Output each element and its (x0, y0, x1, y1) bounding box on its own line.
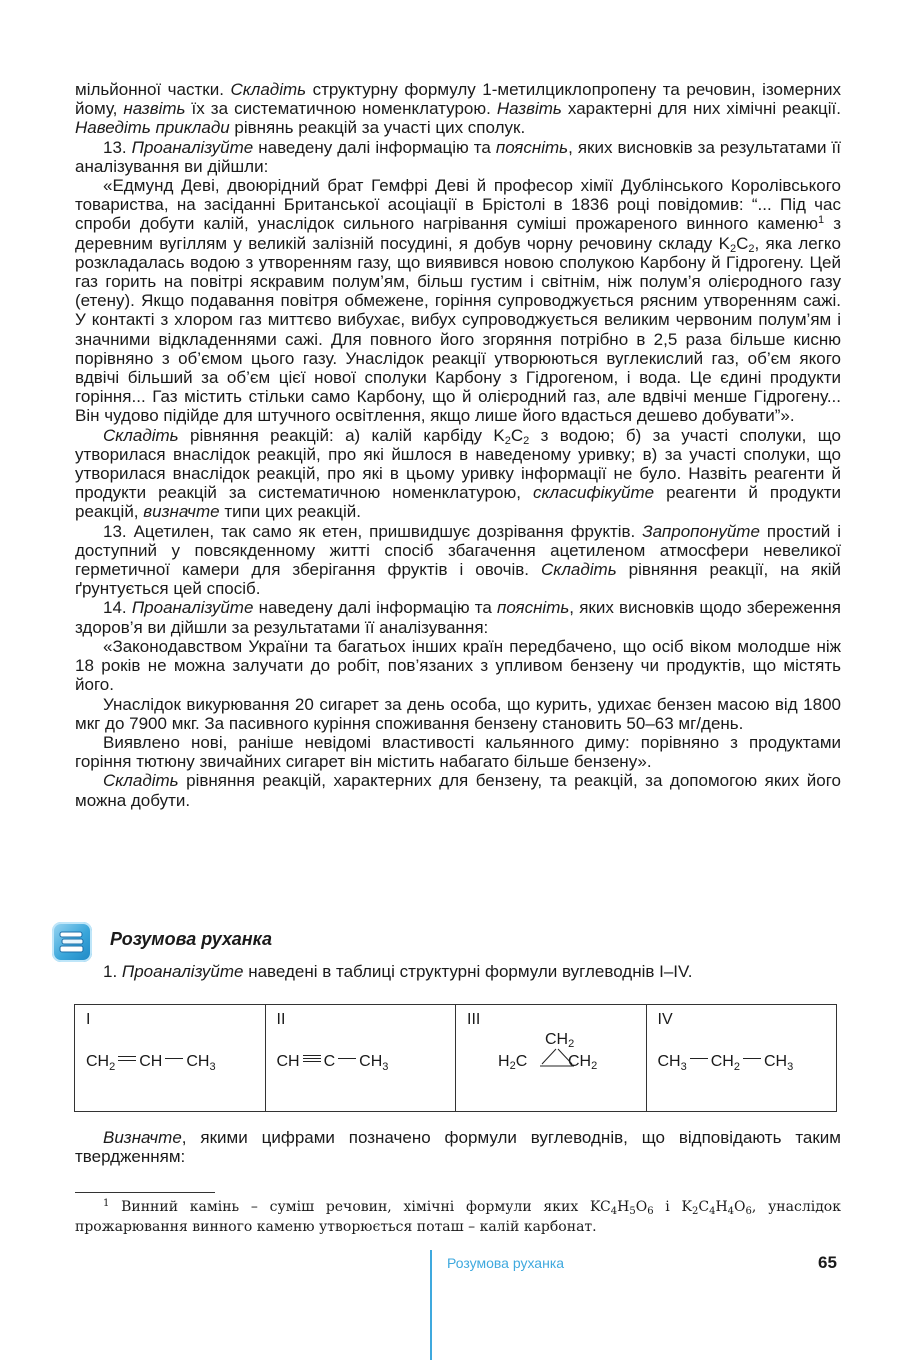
structural-formula: CH C $CH_3$ (276, 1053, 389, 1073)
main-text (75, 80, 841, 810)
formula-cell-4 (646, 1005, 837, 1112)
column-number: III (467, 1011, 481, 1028)
page-number: 65 (818, 1253, 837, 1272)
section-header (52, 922, 452, 962)
formulas-table (74, 1004, 837, 1112)
formula-cell-3 (456, 1005, 647, 1112)
task-13-paragraph: 13. Проаналізуйте наведену далі інформацію та поясніть, яких висновків за результатами її аналізування ви дійшли: (75, 137, 841, 176)
single-bond (165, 1055, 183, 1063)
footnote-divider (75, 1192, 215, 1193)
cyclopropane-formula: $CH_2$ $H_2C$ $CH_2$ (498, 1031, 598, 1072)
single-bond (338, 1055, 356, 1063)
footnote: $^1$ Винний камінь – суміш речовин, хімічні формули яких $KC_4H_5O_6$ і $K_2C_4H_4O_6$, унаслідок прожарювання винного каменю утворюється поташ – калій карбонат. (75, 1198, 841, 1235)
paragraph: Складіть рівняння реакцій, характерних для бензену, та реакцій, за допомогою яких його можна добути. (75, 771, 841, 810)
paragraph: мільйонної частки. Складіть структурну формулу 1-метилциклопропену та речовин, ізомерних йому, назвіть їх за систематичною номенклатурою. Назвіть характерні для них хімічні реакції. Наведіть приклади рівнянь реакцій за участі цих сполук. (75, 80, 841, 138)
paragraph: Унаслідок викурювання 20 сигарет за день особа, що курить, удихає бензен масою від 1800 мкг до 7900 мкг. За пасивного куріння споживання бензену становить 50–63 мг/день. (75, 694, 841, 733)
task-13b-paragraph: 13. Ацетилен, так само як етен, пришвидшує дозрівання фруктів. Запропонуйте простий і доступний у повсякденному житті спосіб збагачення ацетиленом атмосфери невеликої герметичної камери для зберігання фруктів і овочів. Складіть рівняння реакції, на якій ґрунтується цей спосіб. (75, 521, 841, 599)
column-number: I (86, 1011, 91, 1028)
footnote-ref: 1 (818, 214, 825, 227)
formula-cell-1 (75, 1005, 266, 1112)
quote-paragraph: «Едмунд Деві, двоюрідний брат Гемфрі Деві й професор хімії Дублінського Королівського товариства, на засіданні Британської асоціації в Брістолі в 1836 році повідомив: “... Під час спроби добути калій, унаслідок сильного нагрівання суміші прожареного винного каменю$^1$ з деревним вугіллям у великій залізній посудині, я добув чорну речовину складу $K_2C_2$, яка легко розкладалась водою з утворенням газу, що виявився новою сполукою Карбону й Гідрогену. Цей газ горить на повітрі яскравим полум’ям, більш густим і світнім, ніж полум’я олієродного газу (етену). Якщо подавання повітря обмежене, горіння супроводжується рясним утворенням сажі. У контакті з хлором газ миттєво вибухає, вибух супроводжується великим червоним полум’ям і значними відкладеннями сажі. Для повного його згоряння потрібно в 2,5 раза більше кисню порівняно з об’ємом цього газу. Унаслідок реакції утворюються вуглекислий газ, об’єм якого вдвічі більший за об’єм цієї нової сполуки Карбону з Гідрогеном, і вода. Це єдині продукти горіння... Газ містить стільки само Карбону, що й олієродний газ, але вдвічі менше Гідрогену... Він чудово підійде для штучного освітлення, якщо лише його вдасться дешево добувати”». (75, 176, 841, 426)
paragraph: Виявлено нові, раніше невідомі властивості кальянного диму: порівняно з продуктами горіння тютюну звичайних сигарет він містить набагато більше бензену». (75, 732, 841, 772)
section-title: Розумова руханка (110, 929, 272, 949)
single-bond (743, 1055, 761, 1063)
paragraph: Визначте, якими цифрами позначено формули вуглеводнів, що відповідають таким твердженням: (75, 1128, 841, 1167)
structural-formula: $CH_3$ $CH_2$ $CH_3$ (657, 1053, 794, 1073)
structural-formula: $CH_2$ CH $CH_3$ (86, 1053, 216, 1073)
after-table-text (75, 1128, 841, 1166)
task-1 (75, 962, 841, 981)
footer-section-label: Розумова руханка (447, 1255, 565, 1271)
task-14-paragraph: 14. Проаналізуйте наведену далі інформацію та поясніть, яких висновків щодо збереження здоров’я ви дійшли за результатами її аналізування: (75, 598, 841, 637)
single-bond (690, 1055, 708, 1063)
column-number: IV (657, 1011, 673, 1028)
books-icon (52, 922, 92, 962)
paragraph: «Законодавством України та багатьох інших країн передбачено, що осіб віком молодше ніж 18 років не можна залучати до робіт, пов’язаних з упливом бензену чи продуктів, що містять його. (75, 636, 841, 695)
paragraph: 1. Проаналізуйте наведені в таблиці структурні формули вуглеводнів I–IV. (103, 962, 693, 981)
triple-bond (303, 1055, 321, 1063)
double-bond (118, 1055, 136, 1063)
formula-cell-2 (265, 1005, 456, 1112)
footer-divider (430, 1250, 432, 1360)
paragraph: Складіть рівняння реакцій: а) калій карбіду $K_2C_2$ з водою; б) за участі сполуки, що утворилася внаслідок реакцій, про які йшлося в наведеному уривку; в) за участі сполуки, що утворилася внаслідок реакцій, про які в цьому уривку інформації не було. Назвіть реагенти й продукти реакцій за систематичною номенклатурою, скласифікуйте реагенти й продукти реакцій, визначте типи цих реакцій. (75, 425, 841, 522)
column-number: II (276, 1011, 286, 1028)
